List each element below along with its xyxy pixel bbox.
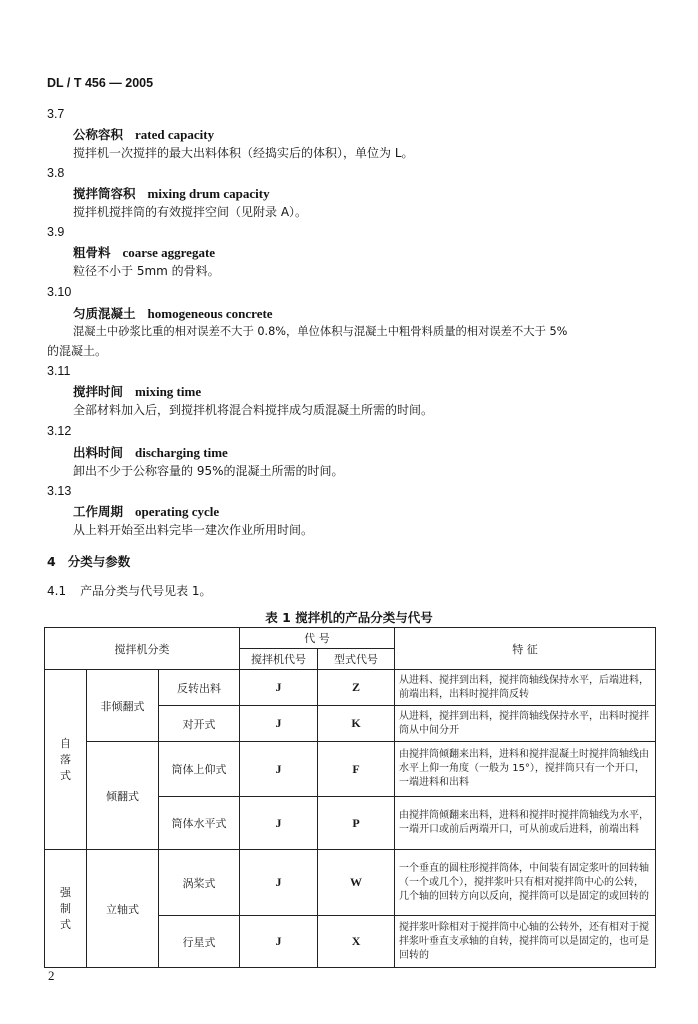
type-name: 行星式 bbox=[159, 916, 240, 968]
type-name: 反转出料 bbox=[159, 670, 240, 706]
header-classify: 搅拌机分类 bbox=[45, 628, 240, 670]
document-header: DL / T 456 — 2005 bbox=[47, 76, 154, 90]
term-title bbox=[73, 184, 270, 202]
term-number: 3.12 bbox=[47, 424, 72, 438]
feature-text: 由搅拌筒倾翻来出料，进料和搅拌混凝土时搅拌筒轴线由水平上仰一角度（一般为 15°），搅拌筒只有一个开口，一端进料和出料 bbox=[395, 742, 656, 797]
term-zh: 公称容积 bbox=[73, 127, 124, 142]
term-zh: 匀质混凝土 bbox=[73, 306, 136, 321]
machine-code: J bbox=[240, 742, 318, 797]
term-zh: 搅拌筒容积 bbox=[73, 186, 136, 201]
category-self-falling: 自落式 bbox=[45, 670, 87, 850]
term-en: rated capacity bbox=[135, 127, 215, 142]
header-machine-code: 搅拌机代号 bbox=[240, 649, 318, 670]
term-zh: 工作周期 bbox=[73, 504, 124, 519]
type-code: F bbox=[318, 742, 395, 797]
type-code: W bbox=[318, 850, 395, 916]
header-code: 代 号 bbox=[240, 628, 395, 649]
clause-text: 产品分类与代号见表 1。 bbox=[80, 584, 212, 598]
term-en: operating cycle bbox=[135, 504, 220, 519]
subcategory-non-tilt: 非倾翻式 bbox=[87, 670, 159, 742]
term-title bbox=[73, 125, 214, 143]
term-definition: 搅拌机一次搅拌的最大出料体积（经捣实后的体积），单位为 L。 bbox=[73, 146, 414, 160]
term-title bbox=[73, 502, 219, 520]
term-title bbox=[73, 304, 273, 322]
type-name: 涡桨式 bbox=[159, 850, 240, 916]
term-number: 3.11 bbox=[47, 364, 71, 378]
term-en: mixing drum capacity bbox=[147, 186, 270, 201]
term-definition: 卸出不少于公称容量的 95%的混凝土所需的时间。 bbox=[73, 464, 344, 478]
machine-code: J bbox=[240, 797, 318, 850]
term-definition: 搅拌机搅拌筒的有效搅拌空间（见附录 A）。 bbox=[73, 205, 308, 219]
table-row bbox=[45, 850, 656, 916]
section-heading bbox=[47, 552, 130, 570]
term-zh: 粗骨料 bbox=[73, 245, 111, 260]
machine-code: J bbox=[240, 916, 318, 968]
term-number: 3.10 bbox=[47, 285, 72, 299]
term-number: 3.9 bbox=[47, 225, 65, 239]
term-zh: 搅拌时间 bbox=[73, 384, 124, 399]
term-definition: 混凝土中砂浆比重的相对误差不大于 0.8%，单位体积与混凝土中粗骨料质量的相对误差不大于 5% bbox=[73, 325, 568, 338]
term-en: homogeneous concrete bbox=[147, 306, 273, 321]
term-definition: 粒径不小于 5mm 的骨料。 bbox=[73, 264, 220, 278]
table-row bbox=[45, 742, 656, 797]
feature-text: 从进料、搅拌到出料，搅拌筒轴线保持水平，后端进料，前端出料，出料时搅拌筒反转 bbox=[395, 670, 656, 706]
clause-4-1 bbox=[47, 582, 212, 599]
term-definition: 从上料开始至出料完毕一建次作业所用时间。 bbox=[73, 523, 314, 537]
subcategory-vertical-shaft: 立轴式 bbox=[87, 850, 159, 968]
page-number: 2 bbox=[48, 968, 55, 983]
type-code: Z bbox=[318, 670, 395, 706]
term-definition: 全部材料加入后，到搅拌机将混合料搅拌成匀质混凝土所需的时间。 bbox=[73, 403, 434, 417]
table-header-row bbox=[45, 628, 656, 649]
classification-table bbox=[44, 627, 656, 968]
section-number: 4 bbox=[47, 554, 56, 569]
subcategory-tilt: 倾翻式 bbox=[87, 742, 159, 850]
type-code: K bbox=[318, 706, 395, 742]
term-en: coarse aggregate bbox=[122, 245, 216, 260]
term-en: discharging time bbox=[135, 445, 228, 460]
type-name: 对开式 bbox=[159, 706, 240, 742]
term-title bbox=[73, 243, 215, 261]
header-type-code: 型式代号 bbox=[318, 649, 395, 670]
table-row bbox=[45, 670, 656, 706]
term-number: 3.7 bbox=[47, 107, 65, 121]
section-title: 分类与参数 bbox=[67, 554, 131, 569]
term-number: 3.8 bbox=[47, 166, 65, 180]
term-en: mixing time bbox=[135, 384, 202, 399]
term-number: 3.13 bbox=[47, 484, 72, 498]
feature-text: 由搅拌筒倾翻来出料，进料和搅拌时搅拌筒轴线为水平，一端开口或前后两端开口，可从前或后进料，前端出料 bbox=[395, 797, 656, 850]
term-title bbox=[73, 382, 201, 400]
machine-code: J bbox=[240, 670, 318, 706]
machine-code: J bbox=[240, 850, 318, 916]
term-title bbox=[73, 443, 228, 461]
header-feature: 特 征 bbox=[395, 628, 656, 670]
term-definition-cont: 的混凝土。 bbox=[47, 344, 108, 358]
feature-text: 一个垂直的圆柱形搅拌筒体，中间装有固定浆叶的回转轴（一个或几个），搅拌浆叶只有相对搅拌筒中心的公转，几个轴的回转方向以反向，搅拌筒可以是固定的或回转的 bbox=[395, 850, 656, 916]
term-zh: 出料时间 bbox=[73, 445, 124, 460]
clause-number: 4.1 bbox=[47, 584, 67, 598]
table-title: 表 1 搅拌机的产品分类与代号 bbox=[265, 610, 433, 625]
machine-code: J bbox=[240, 706, 318, 742]
type-code: X bbox=[318, 916, 395, 968]
category-forced: 强制式 bbox=[45, 850, 87, 968]
feature-text: 搅拌浆叶除相对于搅拌筒中心轴的公转外，还有相对于搅拌浆叶垂直支承轴的自转，搅拌筒可以是固定的，也可是回转的 bbox=[395, 916, 656, 968]
type-name: 筒体上仰式 bbox=[159, 742, 240, 797]
type-code: P bbox=[318, 797, 395, 850]
feature-text: 从进料，搅拌到出料，搅拌筒轴线保持水平，出料时搅拌筒从中间分开 bbox=[395, 706, 656, 742]
type-name: 筒体水平式 bbox=[159, 797, 240, 850]
